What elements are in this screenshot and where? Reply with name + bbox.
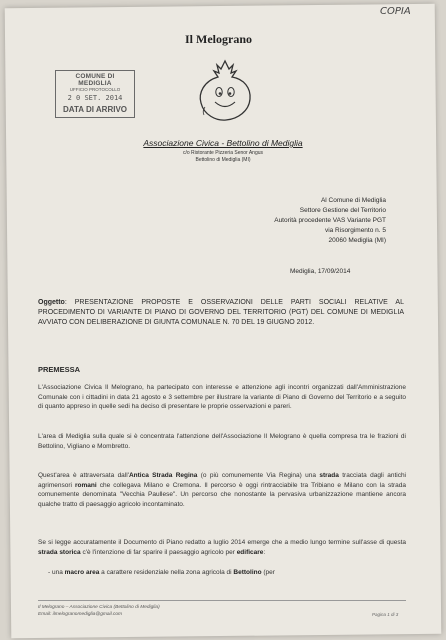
letter-date: Mediglia, 17/09/2014 bbox=[290, 268, 351, 275]
p3-text: che collegava Milano e Cremona. Il percorso è oggi rintracciabile tra Tribiano e Milano con la strada comunemente denominata "Vecchia Paullese". Un percorso che nonostante la pervasiva urbanizzazione mantiene ancora qualche tratto di paesaggio agricolo incontaminato. bbox=[38, 481, 407, 508]
bullet-item: - una macro area a carattere residenziale nella zona agricola di Bettolino (per bbox=[48, 569, 275, 576]
p3-bold-strada: strada bbox=[319, 472, 339, 479]
p4-bold-strada-storica: strada storica bbox=[38, 548, 81, 556]
subject-block: Oggetto: PRESENTAZIONE PROPOSTE E OSSERVAZIONI DELLE PARTI SOCIALI RELATIVE AL PROCEDIMENTO DI VARIANTE DI PIANO DI GOVERNO DEL TERRITORIO (PGT) DEL COMUNE DI MEDIGLIA AVVIATO CON DELIBERAZIONE DI GIUNTA COMUNALE N. 70 DEL 19 GIUGNO 2012. bbox=[38, 299, 404, 326]
recipient-line5: 20060 Mediglia (MI) bbox=[328, 237, 386, 244]
association-address-2: Bettolino di Mediglia (MI) bbox=[195, 157, 251, 163]
paragraph-3 bbox=[38, 471, 406, 509]
p3-text: (o più comunemente Via Regina) una bbox=[197, 472, 320, 479]
footer-email: Email: ilmelogranomediglia@gmail.com bbox=[38, 612, 123, 617]
paragraph-1: L'Associazione Civica Il Melograno, ha partecipato con interesse e attenzione agli incontri organizzati dall'Amministrazione Comunale con i cittadini in data 21 agosto e 3 settembre per illustrare la variante di Piano di Governo del Territorio e a seguito di quanto appreso in quelle sedi ha deciso di presentare le proprie osservazioni e pareri. bbox=[38, 384, 406, 411]
p4-bold-edificare: edificare bbox=[236, 548, 264, 556]
bullet-text: (per bbox=[261, 569, 275, 576]
page-number: Pagina 1 di 3 bbox=[372, 612, 399, 617]
section-title: PREMESSA bbox=[38, 365, 81, 374]
p4-text: c'è l'intenzione di far sparire il paesaggio agricolo per bbox=[80, 548, 237, 556]
stamp-date: 2 0 SET. 2014 bbox=[67, 94, 123, 102]
arrival-stamp bbox=[55, 70, 135, 118]
p4-text: Se si legge accuratamente il Documento di Piano redatto a luglio 2014 emerge che a medio lungo termine sull'asse di questa bbox=[38, 539, 406, 546]
recipient-line4: via Risorgimento n. 5 bbox=[324, 227, 386, 234]
subject-label: Oggetto bbox=[38, 299, 65, 306]
stamp-line1: COMUNE DI MEDIGLIA bbox=[75, 73, 115, 87]
stamp-line2: UFFICIO PROTOCOLLO bbox=[69, 87, 121, 92]
p4-text: : bbox=[263, 548, 266, 556]
paragraph-2: L'area di Mediglia sulla quale si è concentrata l'attenzione dell'Associazione Il Melograno è quella compresa tra le frazioni di Bettolino, Vigliano e Mombretto. bbox=[38, 433, 406, 450]
subject-text: PRESENTAZIONE PROPOSTE E OSSERVAZIONI DELLE PARTI SOCIALI RELATIVE AL PROCEDIMENTO DI VARIANTE DI PIANO DI GOVERNO DEL TERRITORIO (PGT) DEL COMUNE DI MEDIGLIA AVVIATO CON DELIBERAZIONE DI GIUNTA COMUNALE N. 70 DEL 19 GIUGNO 2012. bbox=[38, 299, 404, 326]
association-name: Associazione Civica - Bettolino di Mediglia bbox=[143, 138, 303, 148]
footer-divider bbox=[38, 600, 406, 601]
bullet-text: una bbox=[51, 569, 65, 576]
p3-bold-road: Antica Strada Regina bbox=[128, 472, 198, 479]
pomegranate-logo-icon bbox=[190, 55, 260, 125]
bullet-text: a carattere residenziale nella zona agricola di bbox=[99, 569, 234, 576]
p3-bold-romani: romani bbox=[75, 481, 97, 489]
handwritten-note: COPIA bbox=[380, 6, 411, 17]
bullet-bold-bettolino: Bettolino bbox=[233, 569, 262, 576]
paragraph-4 bbox=[38, 538, 406, 557]
footer-info bbox=[38, 604, 160, 618]
recipient-line1: Al Comune di Mediglia bbox=[320, 197, 386, 204]
stamp-label: DATA DI ARRIVO bbox=[63, 105, 127, 114]
recipient-line2: Settore Gestione del Territorio bbox=[299, 207, 386, 214]
association-address-1: c/o Ristorante Pizzeria Senor Angus bbox=[182, 150, 264, 156]
org-title: Il Melograno bbox=[185, 32, 252, 46]
footer-line1: Il Melograno – Associazione Civica (Bettolino di Mediglia) bbox=[38, 605, 160, 610]
p3-text: tracciata dagli antichi agrimensori bbox=[38, 472, 406, 489]
bullet-bold-macro-area: macro area bbox=[64, 569, 100, 576]
p3-text: Quest'area è attraversata dall' bbox=[38, 472, 129, 479]
recipient-line3: Autorità procedente VAS Variante PGT bbox=[274, 217, 386, 224]
